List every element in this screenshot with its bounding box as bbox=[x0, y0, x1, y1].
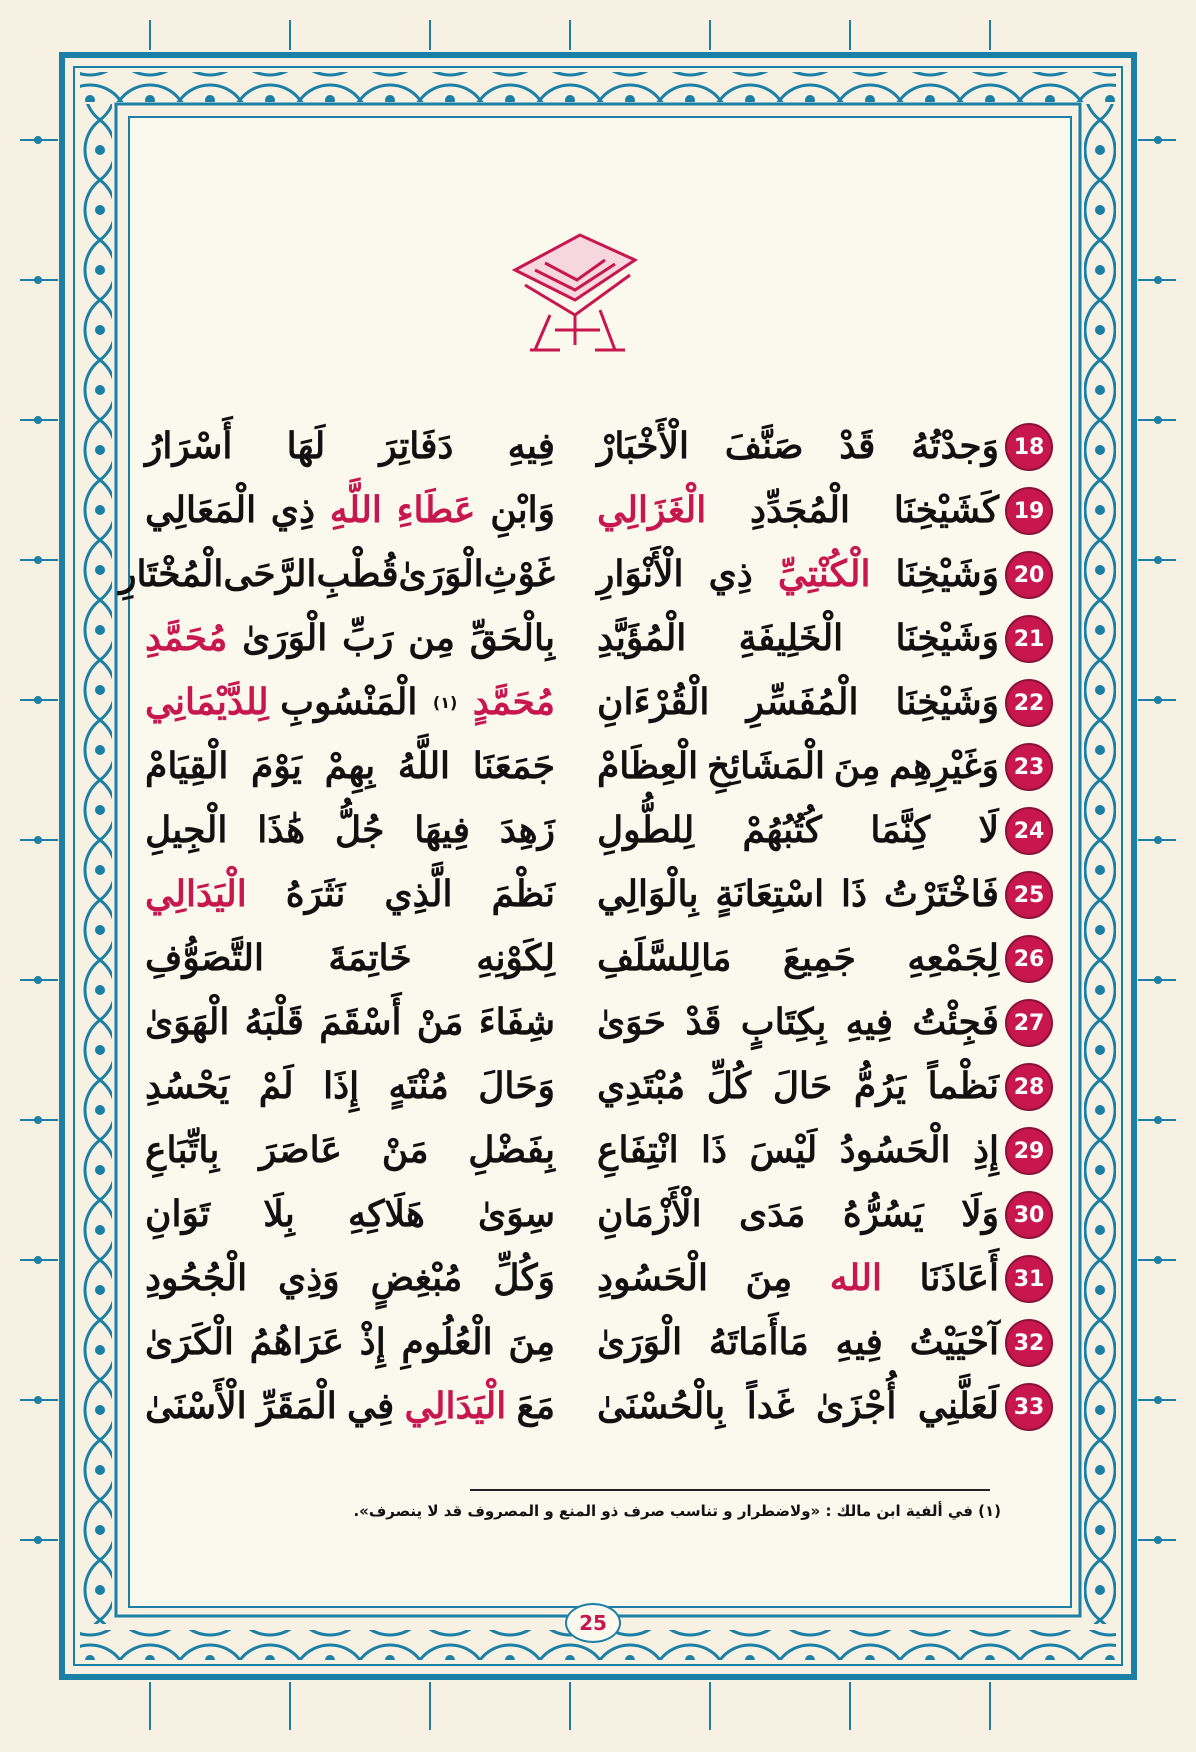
verse-word: فِيهَا bbox=[414, 809, 470, 851]
hemistich-right bbox=[597, 1125, 999, 1175]
verse-word: زَهِدَ bbox=[499, 809, 555, 851]
verse-word: كُتُبُهُمْ bbox=[742, 809, 822, 851]
verse-word: مِنَ bbox=[745, 1257, 793, 1299]
verse-word: نَثَرَهُ bbox=[285, 873, 346, 915]
verse-row bbox=[145, 607, 1045, 671]
verse-word: يَحْسُدِ bbox=[145, 1065, 230, 1107]
verse-word: أُجْزَىٰ bbox=[816, 1385, 897, 1427]
hemistich-left bbox=[145, 613, 555, 663]
verse-word: قَلْبَهُ bbox=[244, 1001, 304, 1043]
verse-row bbox=[145, 1311, 1045, 1375]
verse-number-badge: 21 bbox=[1005, 615, 1053, 663]
verse-word: أَسْرَارُ bbox=[145, 425, 233, 467]
verse-word: الْأَنْوَارِ bbox=[597, 553, 684, 595]
verse-row bbox=[145, 479, 1045, 543]
verse-word: الْأَزْمَانِ bbox=[597, 1193, 702, 1235]
verse-word: مُحَمَّدٍ bbox=[472, 681, 555, 723]
verse-number-badge: 22 bbox=[1005, 679, 1053, 727]
verse-number-badge: 33 bbox=[1005, 1383, 1053, 1431]
verse-word: وَشَيْخِنَا bbox=[895, 681, 999, 723]
verse-word: وَكُلِّ bbox=[493, 1257, 555, 1299]
verse-word: وَابْنِ bbox=[490, 489, 555, 531]
verse-word: بِلَا bbox=[263, 1193, 295, 1235]
verse-word: حَالَ bbox=[772, 1065, 833, 1107]
verse-word: وَشَيْخِنَا bbox=[895, 553, 999, 595]
verse-row bbox=[145, 1055, 1045, 1119]
verse-word: وَحَالَ bbox=[478, 1065, 555, 1107]
verse-word: كُلِّ bbox=[706, 1065, 752, 1107]
hemistich-right bbox=[597, 613, 999, 663]
verse-number-badge: 25 bbox=[1005, 871, 1053, 919]
verse-word: جُلُّ bbox=[334, 809, 385, 851]
verse-word: صَنَّفَ bbox=[724, 425, 804, 467]
verse-number-badge: 18 bbox=[1005, 423, 1053, 471]
verse-word: عَطَاءِ bbox=[396, 489, 476, 531]
verse-word: بِالْوَالِي bbox=[597, 873, 699, 915]
verse-row bbox=[145, 1183, 1045, 1247]
verse-word: الْمُخْتَارِ bbox=[119, 553, 224, 595]
verse-word: مَدَى bbox=[739, 1193, 806, 1235]
verse-number-badge: 31 bbox=[1005, 1255, 1053, 1303]
verse-row bbox=[119, 543, 1045, 607]
verse-word: خَاتِمَةَ bbox=[328, 937, 412, 979]
hemistich-left bbox=[145, 805, 555, 855]
hemistich-left bbox=[145, 741, 555, 791]
hemistich-right bbox=[597, 485, 999, 535]
hemistich-right bbox=[597, 869, 999, 919]
verse-word: الَّذِي bbox=[384, 873, 453, 915]
verse-word: فِيهِ bbox=[835, 1321, 883, 1363]
verse-row bbox=[145, 799, 1045, 863]
verse-word: مَنْ bbox=[381, 1129, 429, 1171]
verse-word: مُبْتَدِي bbox=[597, 1065, 686, 1107]
verse-word: الْعُلُومِ bbox=[401, 1321, 493, 1363]
verse-word: أَسْقَمَ bbox=[319, 1001, 402, 1043]
verse-row bbox=[145, 1375, 1045, 1439]
verse-word: قُطْبِ bbox=[316, 553, 399, 595]
hemistich-left bbox=[145, 1253, 555, 1303]
hemistich-left bbox=[145, 1189, 555, 1239]
verse-row bbox=[145, 991, 1045, 1055]
verse-word: سِوَىٰ bbox=[478, 1193, 555, 1235]
verse-word: رَبِّ bbox=[342, 617, 394, 659]
verse-word: بِالْحَقِّ bbox=[469, 617, 555, 659]
verse-word: إِذْ bbox=[359, 1321, 386, 1363]
hemistich-left bbox=[145, 677, 555, 727]
verse-word: وَغَيْرِهِم bbox=[889, 745, 999, 787]
verse-word: يَسُرُّهُ bbox=[842, 1193, 924, 1235]
hemistich-right bbox=[597, 997, 999, 1047]
verse-word: وَلَا bbox=[961, 1193, 999, 1235]
verse-word: أَعَاذَنَا bbox=[919, 1257, 999, 1299]
verse-word: مَاأَمَاتَهُ bbox=[708, 1321, 809, 1363]
verse-number-badge: 30 bbox=[1005, 1191, 1053, 1239]
verse-number-badge: 20 bbox=[1005, 551, 1053, 599]
verse-number-badge: 23 bbox=[1005, 743, 1053, 791]
verse-word: بِهِمْ bbox=[324, 745, 376, 787]
verse-number-badge: 19 bbox=[1005, 487, 1053, 535]
verse-word: لَيْسَ bbox=[749, 1129, 818, 1171]
verse-word: غَداً bbox=[746, 1385, 795, 1427]
verse-word: الله bbox=[829, 1257, 882, 1299]
hemistich-right bbox=[597, 1253, 999, 1303]
verse-word: بِكِتَابٍ bbox=[740, 1001, 827, 1043]
verse-word: هَلَاكِهِ bbox=[347, 1193, 425, 1235]
hemistich-right bbox=[597, 421, 999, 471]
verse-word: مُنْتَهٍ bbox=[388, 1065, 449, 1107]
verse-word: لَعَلَّنِي bbox=[917, 1385, 999, 1427]
verse-word: بِفَضْلِ bbox=[468, 1129, 555, 1171]
verse-word: الْوَرَىٰ bbox=[597, 1321, 683, 1363]
verse-word: الْمَعَالِي bbox=[145, 489, 257, 531]
verse-word: بِاتِّبَاعِ bbox=[145, 1129, 220, 1171]
verse-word: إِذِ bbox=[972, 1129, 999, 1171]
footnote-marker: (١) bbox=[432, 692, 458, 712]
verse-row bbox=[145, 1119, 1045, 1183]
hemistich-right bbox=[597, 1189, 999, 1239]
verse-word: اللَّهِ bbox=[329, 489, 382, 531]
hemistich-right bbox=[597, 549, 999, 599]
verse-row bbox=[145, 1247, 1045, 1311]
verse-word: الْمَنْسُوبِ bbox=[280, 681, 418, 723]
verse-word: لِكَوْنِهِ bbox=[476, 937, 555, 979]
verse-word: وَجدْتُهُ bbox=[911, 425, 999, 467]
hemistich-left bbox=[145, 1125, 555, 1175]
hemistich-left bbox=[145, 997, 555, 1047]
verse-word: الْيَدَالِي bbox=[404, 1385, 507, 1427]
verse-word: الْأَخْبَارْ bbox=[597, 425, 690, 467]
hemistich-left bbox=[145, 421, 555, 471]
verse-word: فِيهِ bbox=[507, 425, 555, 467]
verse-number-badge: 29 bbox=[1005, 1127, 1053, 1175]
verse-word: التَّصَوُّفِ bbox=[145, 937, 264, 979]
verse-word: الرَّحَى bbox=[223, 553, 317, 595]
verse-word: الْوَرَىٰ bbox=[398, 553, 484, 595]
hemistich-right bbox=[597, 1061, 999, 1111]
verse-word: الْقُرْءَانِ bbox=[597, 681, 710, 723]
hemistich-left bbox=[145, 1317, 555, 1367]
verse-word: ذَا bbox=[701, 1129, 728, 1171]
verse-word: جَمِيعَ bbox=[782, 937, 856, 979]
verse-word: يَوْمَ bbox=[251, 745, 302, 787]
verse-word: بِالْحُسْنَىٰ bbox=[597, 1385, 726, 1427]
verse-word: لَهَا bbox=[286, 425, 326, 467]
verse-word: مِن bbox=[408, 617, 455, 659]
verse-word: نَظْماً bbox=[927, 1065, 999, 1107]
verse-word: قَدْ bbox=[685, 1001, 722, 1043]
verse-row bbox=[145, 863, 1045, 927]
verse-word: فَجِئْتُ bbox=[912, 1001, 999, 1043]
verse-word: الْقِيَامْ bbox=[145, 745, 229, 787]
verse-word: غَوْثِ bbox=[483, 553, 555, 595]
verse-word: اسْتِعَانَةٍ bbox=[715, 873, 825, 915]
verse-word: فِيهِ bbox=[845, 1001, 894, 1043]
verse-word: الْغَزَالِي bbox=[597, 489, 707, 531]
verse-word: الْمُؤَيَّدِ bbox=[597, 617, 687, 659]
hemistich-right bbox=[597, 933, 999, 983]
verse-word: كِنَّمَا bbox=[870, 809, 931, 851]
verse-word: ذِي bbox=[270, 489, 315, 531]
verse-word: الْيَدَالِي bbox=[145, 873, 247, 915]
verse-word: قَدْ bbox=[839, 425, 876, 467]
verse-word: الْكَرَىٰ bbox=[145, 1321, 234, 1363]
verse-word: الْمَقَرِّ bbox=[256, 1385, 337, 1427]
verse-word: يَرُمُّ bbox=[853, 1065, 907, 1107]
hemistich-right bbox=[597, 741, 999, 791]
verse-word: الْهَوَىٰ bbox=[145, 1001, 230, 1043]
hemistich-left bbox=[119, 549, 555, 599]
verse-word: مَعَ bbox=[516, 1385, 555, 1427]
verse-word: الْجُحُودِ bbox=[145, 1257, 248, 1299]
verse-row bbox=[145, 415, 1045, 479]
verse-word: اللَّهُ bbox=[397, 745, 451, 787]
verse-word: الْوَرَىٰ bbox=[242, 617, 328, 659]
verse-word: الْحَسُودُ bbox=[839, 1129, 951, 1171]
verse-list bbox=[119, 415, 1045, 1439]
hemistich-right bbox=[597, 805, 999, 855]
quran-on-stand-icon bbox=[505, 230, 645, 360]
hemistich-left bbox=[145, 869, 555, 919]
hemistich-left bbox=[145, 933, 555, 983]
verse-word: الْكُنْتِيِّ bbox=[777, 553, 871, 595]
verse-word: انْتِفَاعِ bbox=[597, 1129, 679, 1171]
verse-word: وَذِي bbox=[278, 1257, 340, 1299]
verse-word: الْمُفَسِّرِ bbox=[746, 681, 859, 723]
footnote-rule bbox=[470, 1489, 990, 1491]
verse-word: لِجَمْعِهِ bbox=[907, 937, 999, 979]
verse-word: الْجِيلِ bbox=[145, 809, 228, 851]
verse-word: آحْيَيْتُ bbox=[909, 1321, 999, 1363]
verse-word: مِنَ bbox=[508, 1321, 555, 1363]
verse-word: الْأَسْنَىٰ bbox=[145, 1385, 247, 1427]
verse-word: مِنَ bbox=[833, 745, 881, 787]
verse-word: الْمَشَائِخِ bbox=[706, 745, 825, 787]
hemistich-right bbox=[597, 1317, 999, 1367]
hemistich-right bbox=[597, 1381, 999, 1431]
verse-word: مُحَمَّدِ bbox=[145, 617, 228, 659]
verse-word: وَشَيْخِنَا bbox=[895, 617, 999, 659]
verse-word: الْحَسُودِ bbox=[597, 1257, 708, 1299]
verse-number-badge: 27 bbox=[1005, 999, 1053, 1047]
verse-row bbox=[145, 735, 1045, 799]
hemistich-left bbox=[145, 1061, 555, 1111]
verse-word: مَنْ bbox=[416, 1001, 464, 1043]
hemistich-left bbox=[145, 485, 555, 535]
verse-word: إِذَا bbox=[323, 1065, 360, 1107]
verse-number-badge: 32 bbox=[1005, 1319, 1053, 1367]
verse-row bbox=[145, 927, 1045, 991]
verse-word: عَرَاهُمُ bbox=[249, 1321, 344, 1363]
page-number: 25 bbox=[565, 1603, 621, 1643]
verse-word: لِلدَّيْمَانِي bbox=[145, 681, 269, 723]
verse-word: عَاصَرَ bbox=[259, 1129, 343, 1171]
verse-word: نَظْمَ bbox=[491, 873, 555, 915]
verse-word: ذَا bbox=[841, 873, 868, 915]
verse-word: الْعِظَامْ bbox=[597, 745, 699, 787]
hemistich-right bbox=[597, 677, 999, 727]
verse-word: تَوَانِ bbox=[145, 1193, 211, 1235]
verse-word: جَمَعَنَا bbox=[472, 745, 555, 787]
verse-word: دَفَاتِرَ bbox=[379, 425, 454, 467]
verse-word: شِفَاءَ bbox=[478, 1001, 555, 1043]
footnote: (١) في ألفية ابن مالك : «ولاضطرار و تناسب صرف ذو المنع و المصروف قد لا ينصرف». bbox=[353, 1502, 1001, 1520]
verse-number-badge: 26 bbox=[1005, 935, 1053, 983]
verse-word: الْخَلِيفَةِ bbox=[738, 617, 844, 659]
verse-word: لَمْ bbox=[258, 1065, 294, 1107]
verse-word: ذِي bbox=[708, 553, 753, 595]
hemistich-left bbox=[145, 1381, 555, 1431]
verse-word: مَالِلسَّلَفِ bbox=[597, 937, 732, 979]
verse-number-badge: 28 bbox=[1005, 1063, 1053, 1111]
verse-row bbox=[145, 671, 1045, 735]
verse-number-badge: 24 bbox=[1005, 807, 1053, 855]
verse-word: الْمُجَدِّدِ bbox=[750, 489, 850, 531]
verse-word: لَا bbox=[978, 809, 999, 851]
verse-word: لِلطُّولِ bbox=[597, 809, 695, 851]
verse-word: فِي bbox=[347, 1385, 395, 1427]
verse-word: هَٰذَا bbox=[257, 809, 306, 851]
verse-word: فَاخْتَرْتُ bbox=[883, 873, 999, 915]
verse-word: مُبْغِضٍ bbox=[370, 1257, 463, 1299]
verse-word: حَوَىٰ bbox=[597, 1001, 667, 1043]
verse-word: كَشَيْخِنَا bbox=[893, 489, 999, 531]
